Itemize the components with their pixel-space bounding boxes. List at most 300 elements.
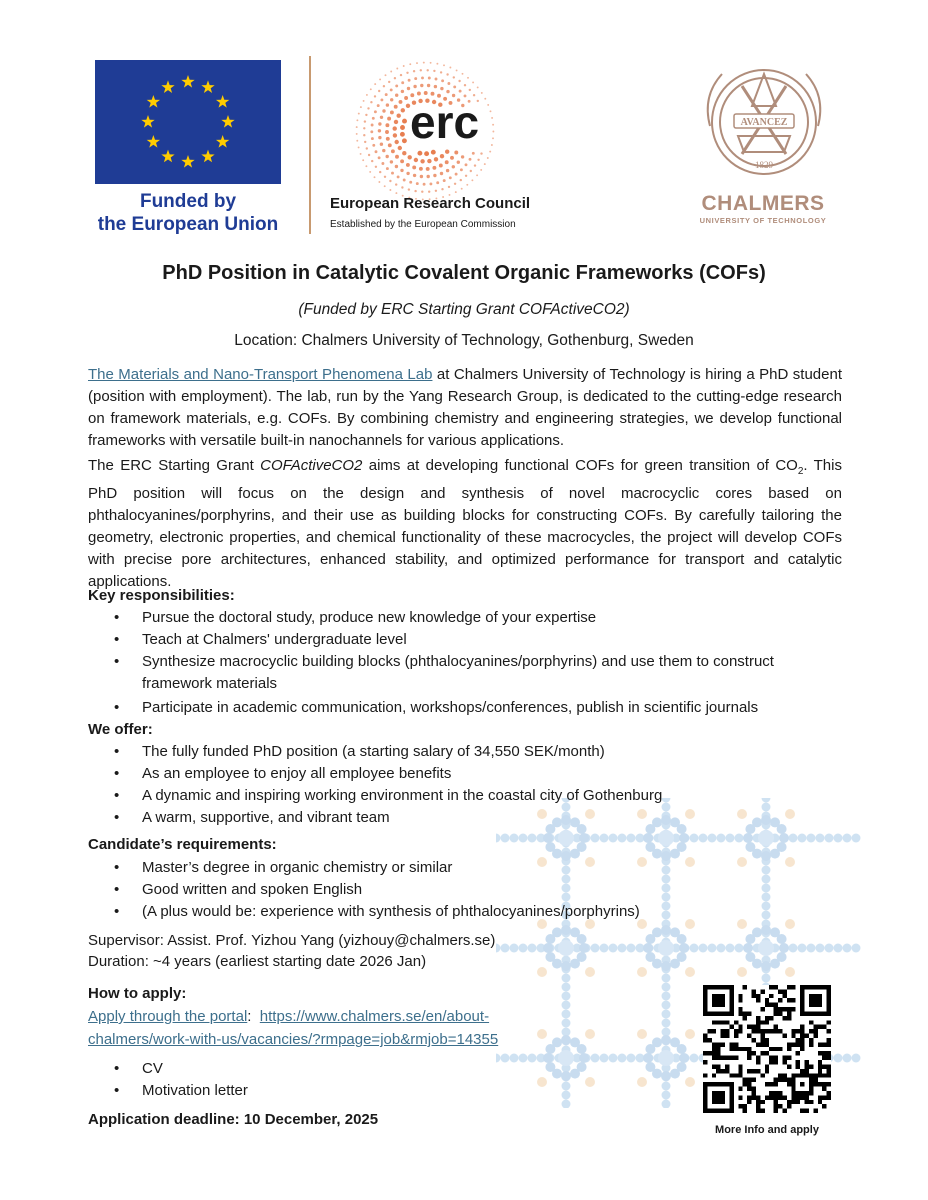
qr-module: [818, 1064, 822, 1068]
erc-dot: [434, 85, 437, 88]
lattice-atom: [807, 944, 816, 953]
erc-dot: [417, 92, 421, 96]
qr-module: [774, 1060, 778, 1064]
erc-dot: [454, 183, 456, 185]
responsibilities-heading: Key responsibilities:: [88, 587, 235, 604]
erc-dot: [390, 88, 393, 91]
qr-module: [760, 1007, 764, 1011]
qr-module: [747, 1082, 751, 1086]
qr-module: [787, 985, 791, 989]
qr-module: [818, 1051, 822, 1055]
qr-module: [809, 1100, 813, 1104]
qr-module: [734, 1056, 738, 1060]
qr-module: [774, 1100, 778, 1104]
erc-dot: [379, 171, 381, 173]
qr-module: [734, 1020, 738, 1024]
qr-module: [800, 1069, 804, 1073]
erc-dot: [356, 126, 358, 128]
qr-module: [778, 989, 782, 993]
qr-module: [822, 1064, 826, 1068]
erc-dot: [443, 179, 446, 182]
lab-link[interactable]: The Materials and Nano-Transport Phenomena Lab: [88, 366, 433, 383]
qr-module: [738, 1087, 742, 1091]
qr-module: [712, 994, 725, 1007]
lattice-atom: [762, 974, 771, 983]
lattice-atom: [717, 944, 726, 953]
portal-url-link-cont[interactable]: chalmers/work-with-us/vacancies/?rmpage=job&rmjob=14355: [88, 1031, 499, 1048]
qr-module: [827, 1051, 831, 1055]
lattice-atom: [658, 830, 674, 846]
lattice-atom: [685, 1029, 695, 1039]
qr-module: [800, 1025, 804, 1029]
lattice-atom: [627, 944, 636, 953]
qr-module: [800, 1034, 804, 1038]
erc-dot: [363, 127, 365, 129]
qr-module: [756, 1069, 760, 1073]
qr-module: [813, 1078, 817, 1082]
erc-dot: [420, 159, 424, 163]
qr-module: [769, 985, 773, 989]
erc-dot: [390, 98, 393, 101]
seal-year: 1829: [755, 160, 773, 170]
erc-subtitle: Established by the European Commission: [330, 219, 516, 230]
lattice-atom: [579, 833, 589, 843]
logo-divider: [309, 56, 311, 234]
qr-module: [778, 1095, 782, 1099]
erc-dot: [363, 100, 365, 102]
lattice-atom: [519, 834, 528, 843]
erc-dot: [419, 167, 423, 171]
erc-dot: [435, 78, 438, 81]
lattice-atom: [627, 834, 636, 843]
erc-dot: [391, 149, 395, 153]
qr-module: [813, 1109, 817, 1113]
erc-dot: [432, 166, 436, 170]
qr-module: [738, 1073, 742, 1077]
portal-url-link[interactable]: https://www.chalmers.se/en/about-: [259, 1008, 490, 1025]
lattice-atom: [543, 833, 553, 843]
erc-dot: [356, 119, 358, 121]
erc-dot: [402, 119, 407, 124]
qr-module: [809, 1064, 813, 1068]
erc-dot: [374, 83, 376, 85]
qr-module: [752, 1087, 756, 1091]
erc-dot: [378, 136, 381, 139]
list-item: • (A plus would be: experience with synthesis of phthalocyanines/porphyrins): [88, 901, 848, 923]
erc-dot: [378, 181, 380, 183]
qr-module: [787, 1064, 791, 1068]
erc-dot: [367, 107, 369, 109]
erc-dot: [403, 65, 405, 67]
erc-dot: [407, 87, 410, 90]
qr-module: [756, 1109, 760, 1113]
qr-module: [765, 1003, 769, 1007]
lattice-atom: [643, 833, 653, 843]
erc-dot: [385, 74, 387, 76]
erc-dot: [364, 141, 366, 143]
qr-module: [738, 998, 742, 1002]
erc-dot: [388, 81, 390, 83]
qr-module: [827, 1069, 831, 1073]
qr-module: [729, 1042, 733, 1046]
erc-name: European Research Council: [330, 195, 531, 212]
lattice-atom: [501, 944, 510, 953]
qr-module: [827, 1020, 831, 1024]
qr-module: [725, 1020, 729, 1024]
erc-dot: [447, 82, 450, 85]
qr-module: [743, 1082, 747, 1086]
qr-module: [752, 1025, 756, 1029]
qr-module: [787, 1011, 791, 1015]
qr-module: [818, 1025, 822, 1029]
qr-module: [774, 985, 778, 989]
erc-dot: [397, 114, 401, 118]
erc-dot: [365, 165, 367, 167]
qr-module: [796, 1064, 800, 1068]
eu-funding-line1: Funded by: [139, 191, 237, 212]
qr-module: [813, 1073, 817, 1077]
qr-module: [787, 1007, 791, 1011]
qr-module: [738, 1095, 742, 1099]
qr-module: [716, 1042, 720, 1046]
qr-module: [774, 1025, 778, 1029]
erc-dot: [399, 100, 403, 104]
qr-module: [827, 1056, 831, 1060]
qr-module: [774, 1011, 778, 1015]
qr-module: [774, 1082, 778, 1086]
lattice-atom: [570, 959, 580, 969]
erc-dot: [491, 117, 493, 119]
qr-module: [774, 1095, 778, 1099]
list-item: • Motivation letter: [88, 1080, 848, 1102]
erc-dot: [449, 67, 451, 69]
qr-module: [791, 1042, 795, 1046]
erc-dot: [374, 110, 377, 113]
qr-module: [747, 1069, 751, 1073]
erc-dot: [397, 175, 400, 178]
qr-module: [778, 1047, 782, 1051]
grant-paragraph: [88, 455, 842, 593]
erc-dot: [389, 189, 391, 191]
qr-module: [734, 1029, 738, 1033]
erc-dot: [393, 126, 397, 130]
erc-dot: [414, 158, 418, 162]
lattice-atom: [735, 944, 744, 953]
erc-dot: [385, 123, 389, 127]
qr-module: [738, 1104, 742, 1108]
erc-dot: [455, 173, 458, 176]
qr-module: [725, 1056, 729, 1060]
qr-module: [818, 1100, 822, 1104]
qr-module: [827, 1029, 831, 1033]
qr-module: [782, 994, 786, 998]
portal-link[interactable]: Apply through the portal: [88, 1008, 248, 1025]
qr-module: [822, 1095, 826, 1099]
erc-dot: [452, 165, 455, 168]
erc-dot: [456, 69, 458, 71]
erc-dot: [380, 143, 383, 146]
qr-module: [769, 1047, 773, 1051]
erc-dot: [395, 94, 398, 97]
qr-module: [747, 1056, 751, 1060]
lattice-atom: [779, 943, 789, 953]
qr-module: [769, 1082, 773, 1086]
lattice-atom: [562, 1001, 571, 1010]
qr-module: [734, 1073, 738, 1077]
offer-heading: We offer:: [88, 721, 153, 738]
lattice-atom: [561, 961, 571, 971]
lattice-atom: [528, 834, 537, 843]
lattice-atom: [834, 834, 843, 843]
erc-dot: [395, 183, 397, 185]
erc-dot: [408, 188, 410, 190]
erc-dot: [471, 179, 473, 181]
apply-line: [88, 1006, 489, 1028]
qr-module: [743, 1047, 747, 1051]
lattice-atom: [562, 992, 571, 1001]
qr-module: [805, 1095, 809, 1099]
qr-module: [800, 1029, 804, 1033]
lattice-atom: [545, 952, 555, 962]
erc-dot: [423, 183, 426, 186]
qr-module: [827, 1064, 831, 1068]
erc-dot: [420, 69, 422, 71]
lattice-atom: [825, 834, 834, 843]
supervisor-line: Supervisor: Assist. Prof. Yizhou Yang (yizhouy@chalmers.se): [88, 932, 496, 949]
erc-dot: [423, 62, 425, 64]
erc-dot: [440, 172, 443, 175]
eu-stars-icon: [95, 60, 281, 184]
erc-dot: [487, 157, 489, 159]
erc-dot: [427, 69, 429, 71]
erc-dot: [436, 181, 439, 184]
qr-module: [822, 1025, 826, 1029]
erc-dot: [417, 151, 422, 156]
lattice-atom: [562, 983, 571, 992]
lattice-atom: [816, 944, 825, 953]
lattice-atom: [662, 983, 671, 992]
lattice-atom: [591, 834, 600, 843]
erc-dot: [358, 113, 360, 115]
lattice-atom: [743, 833, 753, 843]
qr-module: [827, 1042, 831, 1046]
qr-module: [756, 1056, 760, 1060]
qr-module: [712, 1051, 716, 1055]
lattice-atom: [637, 1029, 647, 1039]
lattice-atom: [670, 959, 680, 969]
lattice-atom: [789, 944, 798, 953]
qr-module: [782, 1109, 786, 1113]
erc-dot: [390, 160, 393, 163]
qr-module: [765, 1051, 769, 1055]
qr-module: [796, 1051, 800, 1055]
qr-module: [756, 1042, 760, 1046]
erc-dot: [457, 161, 460, 164]
lattice-atom: [600, 834, 609, 843]
erc-dot: [426, 167, 430, 171]
erc-dot: [440, 87, 443, 90]
erc-dot: [409, 181, 412, 184]
qr-code-icon[interactable]: [703, 985, 831, 1113]
qr-module: [725, 1029, 729, 1033]
erc-dot: [382, 149, 385, 152]
erc-dot: [368, 154, 370, 156]
qr-module: [725, 1069, 729, 1073]
lattice-atom: [661, 961, 671, 971]
lattice-atom: [785, 967, 795, 977]
list-item: • Pursue the doctoral study, produce new knowledge of your expertise: [88, 607, 848, 629]
erc-logo: [350, 56, 500, 206]
qr-module: [756, 998, 760, 1002]
lattice-atom: [543, 943, 553, 953]
qr-module: [756, 1095, 760, 1099]
erc-dot: [406, 72, 408, 74]
qr-module: [822, 1042, 826, 1046]
qr-module: [796, 1095, 800, 1099]
eu-funding-line2: the European Union: [97, 214, 279, 235]
erc-dot: [435, 190, 437, 192]
list-item: • Master’s degree in organic chemistry or similar: [88, 857, 848, 879]
lattice-atom: [652, 927, 662, 937]
lattice-atom: [726, 944, 735, 953]
erc-dot: [375, 166, 377, 168]
qr-module: [778, 1104, 782, 1108]
erc-dot: [480, 169, 482, 171]
qr-module: [827, 1073, 831, 1077]
erc-dot: [433, 174, 436, 177]
erc-dot: [366, 147, 368, 149]
offer-list: [88, 741, 848, 829]
logo-banner: [0, 56, 928, 246]
qr-module: [760, 1051, 764, 1055]
qr-module: [774, 1029, 778, 1033]
erc-dot: [395, 165, 398, 168]
erc-dot: [386, 103, 389, 106]
qr-module: [721, 1069, 725, 1073]
qr-module: [747, 1087, 751, 1091]
erc-dot: [414, 77, 417, 80]
grant-name: COFActiveCO2: [260, 457, 363, 474]
qr-module: [787, 1082, 791, 1086]
erc-dot: [445, 160, 449, 164]
erc-dot: [429, 182, 432, 185]
qr-module: [800, 1095, 804, 1099]
qr-module: [769, 1003, 773, 1007]
erc-dot: [464, 84, 466, 86]
qr-module: [827, 1082, 831, 1086]
lattice-atom: [510, 834, 519, 843]
qr-module: [818, 1069, 822, 1073]
erc-dot: [372, 144, 375, 147]
lattice-atom: [661, 925, 671, 935]
erc-dot: [477, 159, 479, 161]
erc-dot: [380, 98, 383, 101]
erc-dot: [433, 70, 435, 72]
qr-module: [703, 1034, 707, 1038]
erc-dot: [384, 185, 386, 187]
qr-module: [765, 1069, 769, 1073]
erc-dot: [487, 104, 489, 106]
lattice-atom: [637, 967, 647, 977]
erc-dot: [371, 137, 374, 140]
lattice-atom: [726, 834, 735, 843]
lattice-atom: [561, 1035, 571, 1045]
erc-dot: [408, 155, 412, 159]
erc-dot: [467, 77, 469, 79]
lattice-atom: [662, 1019, 671, 1028]
lattice-atom: [545, 842, 555, 852]
lattice-atom: [562, 1019, 571, 1028]
erc-dot: [453, 85, 456, 88]
erc-dot: [472, 152, 475, 155]
apply-separator: :: [247, 1008, 252, 1025]
erc-dot: [372, 117, 375, 120]
erc-dot: [386, 137, 390, 141]
erc-dot: [491, 144, 493, 146]
deadline-line: Application deadline: 10 December, 2025: [88, 1111, 379, 1128]
qr-module: [743, 985, 747, 989]
lattice-atom: [789, 834, 798, 843]
erc-dot: [430, 62, 432, 64]
erc-dot: [401, 108, 405, 112]
qr-module: [787, 1056, 791, 1060]
qr-module: [809, 1020, 813, 1024]
lattice-atom: [552, 1037, 562, 1047]
qr-module: [756, 1016, 760, 1020]
qr-module: [769, 1060, 773, 1064]
chalmers-name: CHALMERS: [701, 192, 825, 215]
list-item: • A dynamic and inspiring working environment in the coastal city of Gothenburg: [88, 785, 848, 807]
qr-module: [774, 1056, 778, 1060]
qr-module: [791, 1100, 795, 1104]
erc-mark: erc: [410, 96, 480, 148]
lattice-atom: [761, 925, 771, 935]
lattice-atom: [843, 834, 852, 843]
erc-dot: [388, 143, 392, 147]
qr-module: [805, 1060, 809, 1064]
erc-dot: [374, 176, 376, 178]
qr-module: [734, 1034, 738, 1038]
erc-dot: [378, 90, 380, 92]
qr-module: [800, 1109, 804, 1113]
qr-module: [756, 1025, 760, 1029]
qr-module: [791, 998, 795, 1002]
qr-module: [734, 1047, 738, 1051]
erc-dot: [395, 192, 397, 194]
qr-module: [716, 1020, 720, 1024]
lattice-atom: [699, 834, 708, 843]
list-item: • CV: [88, 1058, 848, 1080]
lattice-atom: [496, 944, 501, 953]
qr-module: [778, 998, 782, 1002]
qr-module: [774, 1078, 778, 1082]
qr-module: [818, 1060, 822, 1064]
qr-module: [765, 1042, 769, 1046]
lattice-atom: [677, 1044, 687, 1054]
erc-dot: [370, 88, 372, 90]
lattice-atom: [798, 944, 807, 953]
erc-dot: [428, 77, 431, 80]
qr-module: [729, 1047, 733, 1051]
qr-module: [712, 1073, 716, 1077]
qr-module: [805, 1109, 809, 1113]
qr-module: [791, 1007, 795, 1011]
lattice-atom: [585, 1029, 595, 1039]
erc-dot: [465, 163, 468, 166]
erc-dot: [400, 169, 403, 172]
erc-dot: [484, 163, 486, 165]
erc-dot: [446, 169, 449, 172]
